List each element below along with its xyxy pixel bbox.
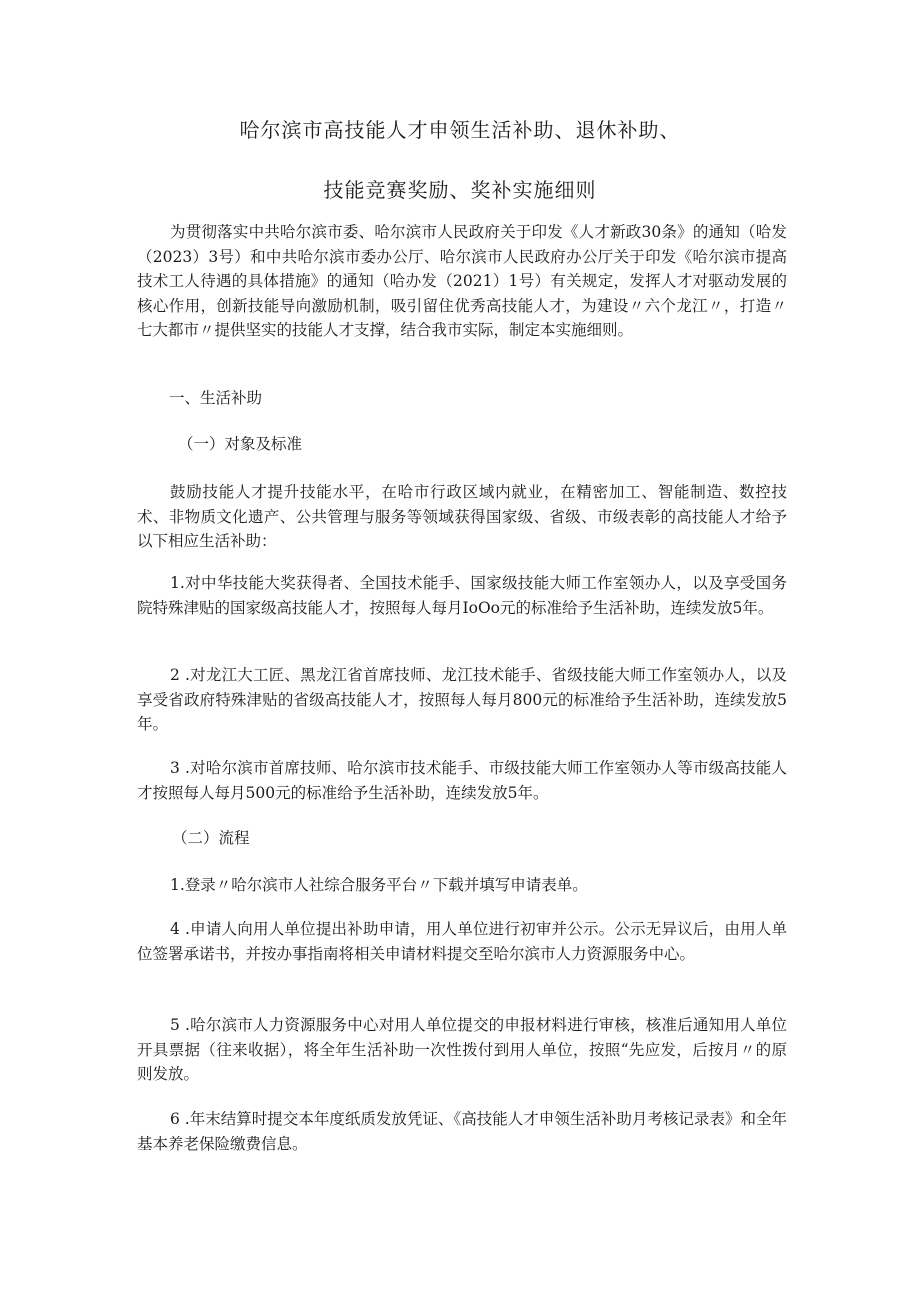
section-heading-living-subsidy: 一、生活补助: [169, 389, 263, 407]
document-title-line-2: 技能竞赛奖励、奖补实施细则: [323, 178, 597, 202]
subsection-heading-target-standard: （一）对象及标准: [178, 435, 303, 453]
process-step-6: 6 .年末结算时提交本年度纸质发放凭证、《高技能人才申领生活补助月考核记录表》和全年基本养老保险缴费信息。: [137, 1110, 787, 1153]
process-step-4: 4 .申请人向用人单位提出补助申请，用人单位进行初审并公示。公示无异议后，由用人单位签署承诺书，并按办事指南将相关申请材料提交至哈尔滨市人力资源服务中心。: [137, 920, 787, 963]
process-step-1: 1.登录〃哈尔滨市人社综合服务平台〃下载并填写申请表单。: [170, 876, 588, 894]
standard-item-3: 3 .对哈尔滨市首席技师、哈尔滨市技术能手、市级技能大师工作室领办人等市级高技能人才按照每人每月500元的标准给予生活补助，连续发放5年。: [137, 759, 787, 802]
subsection-heading-process: （二）流程: [172, 829, 250, 847]
standard-item-1: 1.对中华技能大奖获得者、全国技术能手、国家级技能大师工作室领办人，以及享受国务院特殊津贴的国家级高技能人才，按照每人每月IoOo元的标准给予生活补助，连续发放5年。: [137, 574, 787, 617]
target-standard-paragraph: 鼓励技能人才提升技能水平，在哈市行政区域内就业，在精密加工、智能制造、数控技术、非物质文化遗产、公共管理与服务等领域获得国家级、省级、市级表彰的高技能人才给予以下相应生活补助：: [137, 483, 787, 550]
process-step-5: 5 .哈尔滨市人力资源服务中心对用人单位提交的申报材料进行审核，核准后通知用人单位开具票据（往来收据），将全年生活补助一次性拨付到用人单位，按照“先应发，后按月〃的原则发放。: [137, 1016, 787, 1083]
standard-item-2: 2 .对龙江大工匠、黑龙江省首席技师、龙江技术能手、省级技能大师工作室领办人，以及享受省政府特殊津贴的省级高技能人才，按照每人每月800元的标准给予生活补助，连续发放5年。: [137, 666, 787, 733]
intro-paragraph: 为贯彻落实中共哈尔滨市委、哈尔滨市人民政府关于印发《人才新政30条》的通知（哈发（2023）3号）和中共哈尔滨市委办公厅、哈尔滨市人民政府办公厅关于印发《哈尔滨市提高技术工人待遇的具体措施》的通知（哈办发（2021）1号）有关规定，发挥人才对驱动发展的核心作用，创新技能导向激励机制，吸引留住优秀高技能人才，为建设〃六个龙江〃，打造〃七大都市〃提供坚实的技能人才支撑，结合我市实际，制定本实施细则。: [137, 223, 787, 339]
document-title-line-1: 哈尔滨市高技能人才申领生活补助、退休补助、: [239, 118, 681, 142]
